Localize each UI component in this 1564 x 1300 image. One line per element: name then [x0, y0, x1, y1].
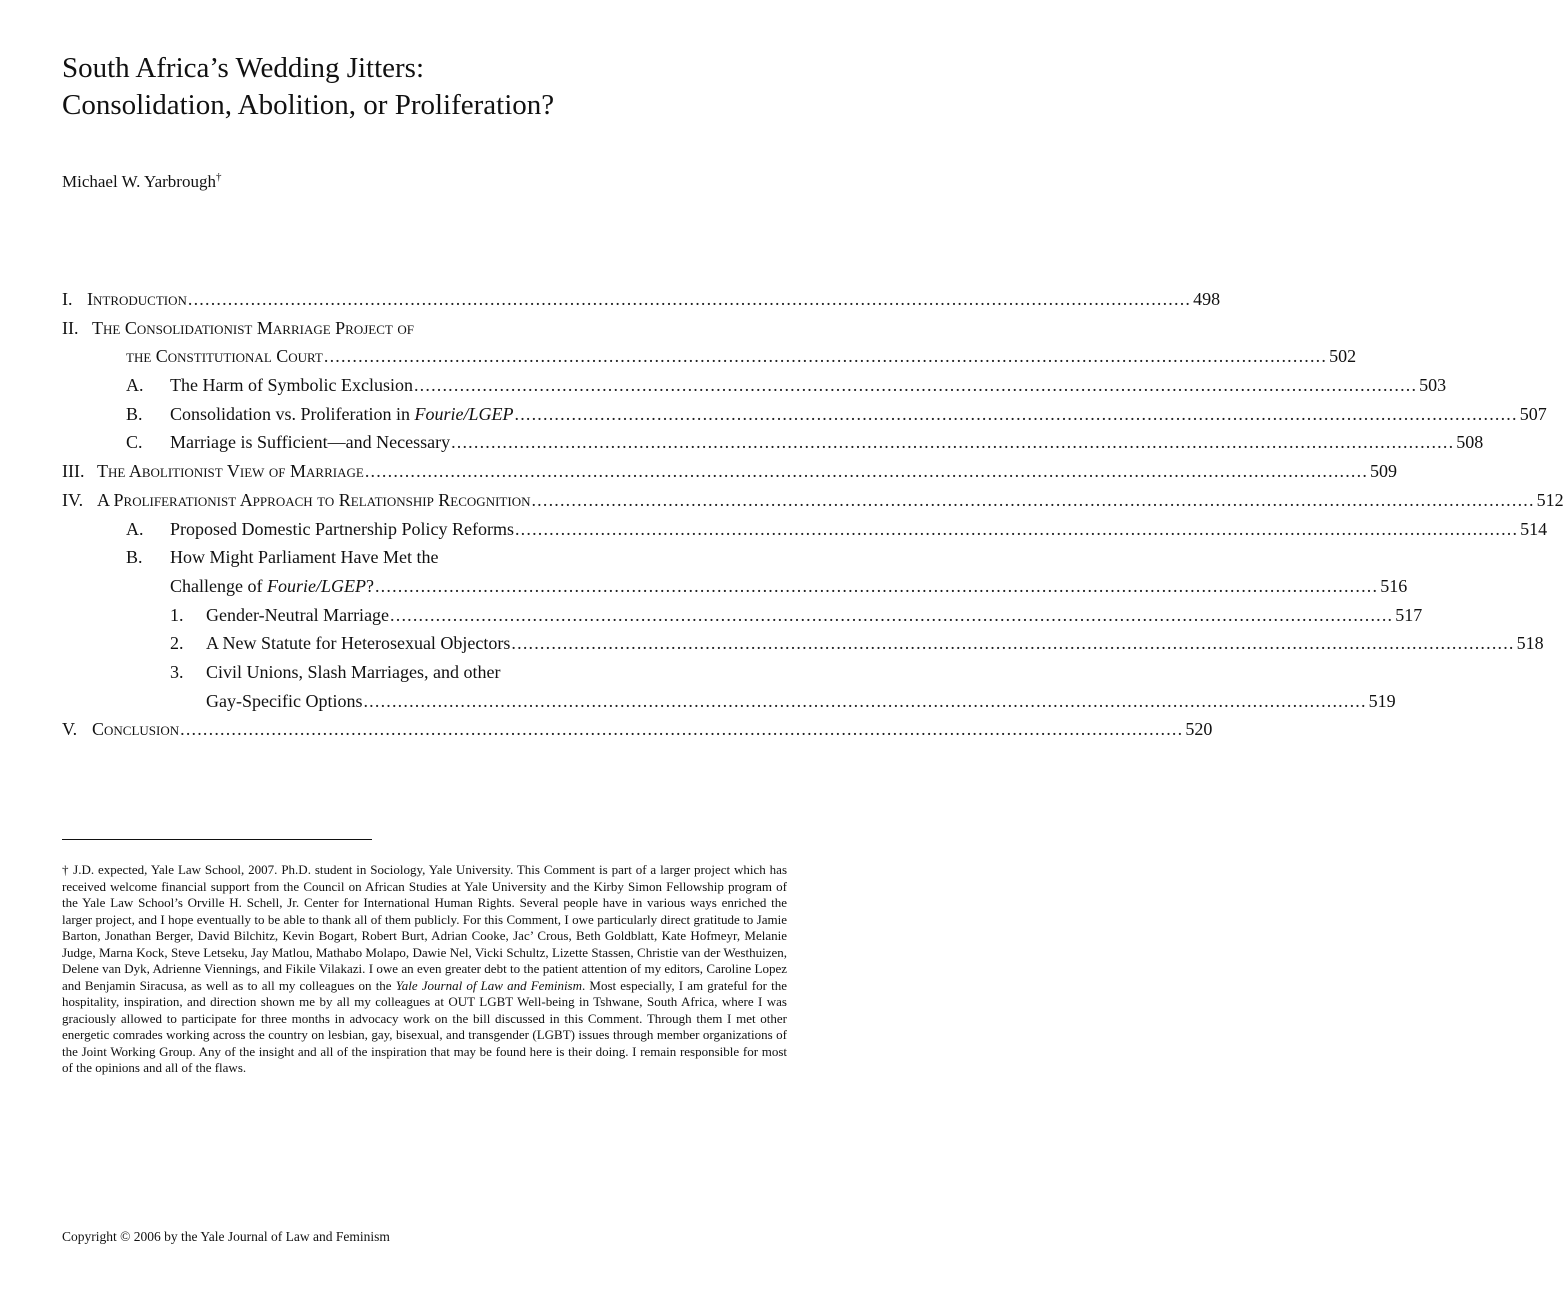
author-footnote: [62, 862, 787, 1077]
toc-entry-symbolic-exclusion[interactable]: [62, 371, 1447, 400]
toc-number: I.: [62, 289, 73, 309]
copyright-notice: Copyright © 2006 by the Yale Journal of Law and Feminism: [62, 1229, 390, 1244]
table-of-contents: [62, 285, 1564, 744]
toc-title-italic: Fourie/LGEP: [414, 403, 514, 424]
footnote-divider: [62, 839, 372, 840]
toc-page: 519: [1368, 690, 1396, 711]
toc-number: C.: [126, 432, 143, 453]
toc-page: 518: [1516, 633, 1544, 654]
toc-leader: ................................................................................................................................................................................: [390, 604, 1394, 625]
title-line-2: Consolidation, Abolition, or Proliferation?: [62, 89, 555, 121]
toc-title: Conclusion: [92, 719, 180, 740]
toc-page: 502: [1329, 346, 1357, 367]
toc-page: 503: [1419, 375, 1447, 396]
toc-number: 1.: [170, 604, 184, 625]
toc-leader: ................................................................................................................................................................................: [323, 346, 1328, 367]
toc-number: B.: [126, 403, 143, 424]
toc-leader: ................................................................................................................................................................................: [511, 633, 1515, 654]
toc-title: A Proliferationist Approach to Relationship Recognition: [97, 489, 531, 510]
toc-page: 514: [1520, 518, 1548, 539]
toc-page: 509: [1370, 461, 1398, 482]
toc-number: 3.: [170, 661, 184, 682]
toc-leader: ................................................................................................................................................................................: [187, 289, 1192, 309]
title-line-1: South Africa’s Wedding Jitters:: [62, 52, 425, 84]
author-footnote-mark[interactable]: †: [215, 171, 222, 183]
toc-entry-parliament-cont[interactable]: [62, 572, 1408, 601]
toc-leader: ................................................................................................................................................................................: [531, 489, 1535, 510]
toc-title-text: Challenge of: [170, 575, 267, 596]
toc-title: A New Statute for Heterosexual Objectors: [206, 633, 511, 654]
toc-number: V.: [62, 719, 78, 740]
toc-number: 2.: [170, 633, 184, 654]
footnote-mark: †: [62, 862, 70, 877]
toc-entry-consolidationist[interactable]: [62, 314, 787, 343]
toc-title: Marriage is Sufficient—and Necessary: [170, 432, 451, 453]
toc-page: 508: [1456, 432, 1484, 453]
toc-entry-marriage-sufficient[interactable]: [62, 428, 1484, 457]
toc-title: Civil Unions, Slash Marriages, and other: [206, 661, 501, 682]
footnote-text-cont: . Most especially, I am grateful for the hospitality, inspiration, and direction shown me by all my colleagues at OUT LGBT Well-being in Tshwane, South Africa, where I was graciously allowed to participate for three months in advocacy work on the bill discussed in this Comment. Through them I met other energetic comrades working across the country on lesbian, gay, bisexual, and transgender (LGBT) issues through member organizations of the Joint Working Group. Any of the insight and all of the inspiration that may be found here is their doing. I remain responsible for most of the opinions and all of the flaws.: [62, 977, 787, 1075]
toc-title: Gender-Neutral Marriage: [206, 604, 390, 625]
toc-page: 516: [1380, 575, 1408, 596]
toc-title: The Consolidationist Marriage Project of: [92, 317, 414, 338]
footnote-journal-name: Yale Journal of Law and Feminism: [395, 977, 583, 993]
toc-entry-civil-unions-cont[interactable]: [62, 687, 1396, 716]
toc-leader: ................................................................................................................................................................................: [514, 403, 1518, 424]
toc-number: II.: [62, 317, 79, 338]
toc-page: 507: [1519, 403, 1547, 424]
toc-page: 498: [1193, 289, 1221, 309]
author-name: Michael W. Yarbrough: [62, 172, 216, 191]
toc-title-text: ?: [365, 575, 374, 596]
toc-page: 517: [1395, 604, 1423, 625]
toc-title: the Constitutional Court: [126, 346, 323, 367]
toc-title: How Might Parliament Have Met the: [170, 547, 439, 568]
toc-title: [170, 400, 514, 429]
toc-leader: ................................................................................................................................................................................: [374, 575, 1379, 596]
article-title: [62, 50, 822, 124]
toc-leader: ................................................................................................................................................................................: [363, 690, 1367, 711]
author-byline: [62, 166, 221, 193]
toc-entry-consolidationist-cont[interactable]: [62, 342, 1357, 371]
footnote-text: J.D. expected, Yale Law School, 2007. Ph.D. student in Sociology, Yale University. This Comment is part of a larger project which has received welcome financial support from the Council on African Studies at Yale University and the Kirby Simon Fellowship program of the Yale Law School’s Orville H. Schell, Jr. Center for International Human Rights. Several people have in various ways enriched the larger project, and I hope eventually to be able to thank all of them publicly. For this Comment, I owe particularly direct gratitude to Jamie Barton, Jonathan Berger, David Bilchitz, Kevin Bogart, Robert Burt, Adrian Cooke, Jac’ Crous, Beth Goldblatt, Kate Hofmeyr, Melanie Judge, Marna Kock, Steve Letseku, Jay Matlou, Mathabo Molapo, Dawie Nel, Vicki Schultz, Lizette Stassen, Christie van der Westhuizen, Delene van Dyk, Adrienne Viennings, and Fikile Vilakazi. I owe an even greater debt to the patient attention of my editors, Caroline Lopez and Benjamin Siracusa, as well as to all my colleagues on the: [62, 862, 787, 993]
toc-entry-new-statute[interactable]: [62, 629, 1544, 658]
toc-number: B.: [126, 547, 143, 568]
toc-number: IV.: [62, 489, 84, 510]
toc-number: A.: [126, 518, 144, 539]
toc-title-text: Consolidation vs. Proliferation in: [170, 403, 415, 424]
toc-number: A.: [126, 375, 144, 396]
toc-title-italic: Fourie/LGEP: [266, 575, 366, 596]
toc-number: III.: [62, 461, 85, 482]
toc-title: Proposed Domestic Partnership Policy Reforms: [170, 518, 514, 539]
toc-entry-introduction[interactable]: [62, 285, 1221, 314]
toc-leader: ................................................................................................................................................................................: [451, 432, 1455, 453]
toc-entry-gender-neutral[interactable]: [62, 601, 1423, 630]
toc-entry-civil-unions[interactable]: [62, 658, 787, 687]
toc-leader: ................................................................................................................................................................................: [514, 518, 1519, 539]
toc-page: 520: [1185, 719, 1213, 740]
toc-title: Introduction: [87, 289, 187, 309]
toc-page: 512: [1536, 489, 1564, 510]
toc-leader: ................................................................................................................................................................................: [180, 719, 1184, 740]
toc-title: [170, 572, 374, 601]
toc-title: The Abolitionist View of Marriage: [97, 461, 364, 482]
toc-entry-parliament[interactable]: [62, 543, 787, 572]
toc-entry-conclusion[interactable]: [62, 715, 1213, 744]
toc-title: Gay-Specific Options: [206, 690, 363, 711]
toc-entry-domestic-partnership[interactable]: [62, 515, 1548, 544]
toc-title: The Harm of Symbolic Exclusion: [170, 375, 413, 396]
toc-entry-consolidation-vs-proliferation[interactable]: [62, 400, 1547, 429]
toc-leader: ................................................................................................................................................................................: [413, 375, 1418, 396]
toc-leader: ................................................................................................................................................................................: [364, 461, 1369, 482]
toc-entry-proliferationist[interactable]: [62, 486, 1564, 515]
toc-entry-abolitionist[interactable]: [62, 457, 1398, 486]
